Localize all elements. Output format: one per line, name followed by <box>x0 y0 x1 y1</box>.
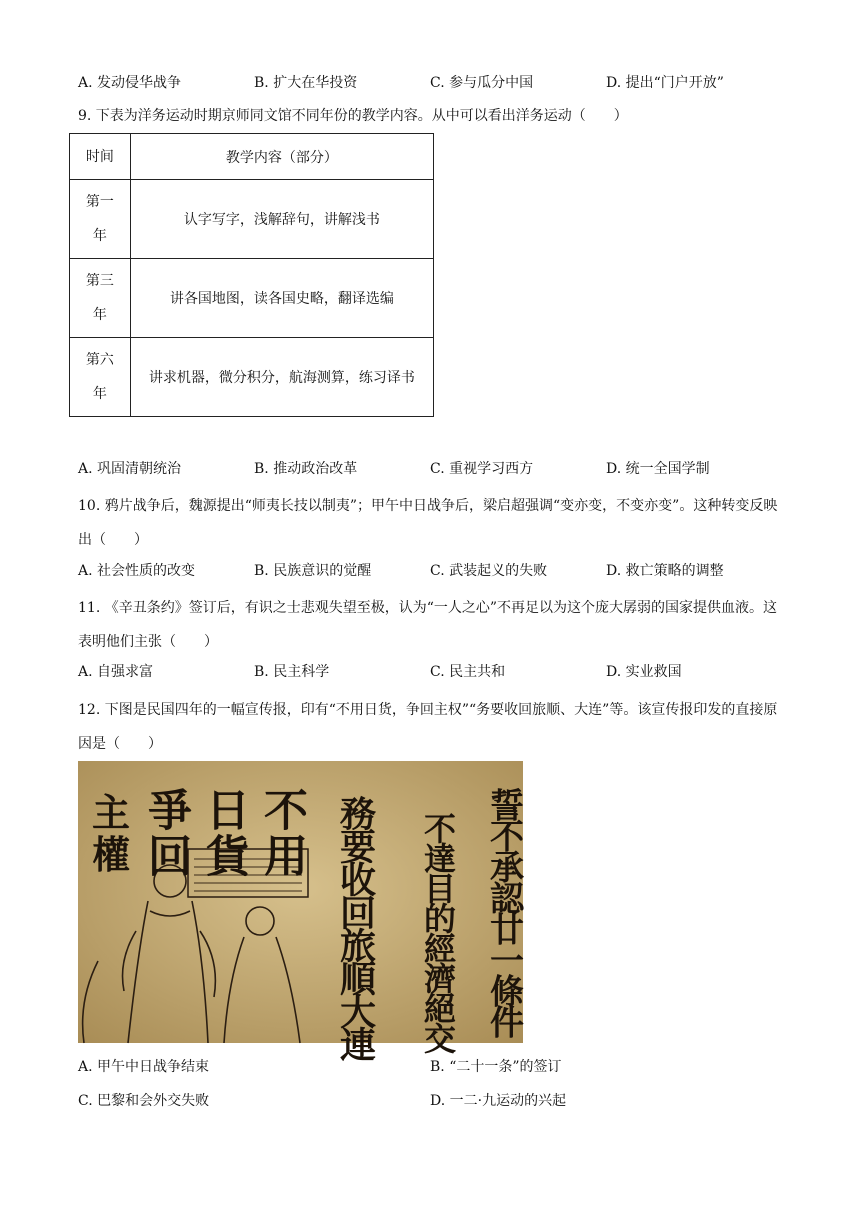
year-line: 年 <box>92 386 107 402</box>
year-line: 年 <box>92 228 107 244</box>
poster-character: 不 <box>264 785 308 837</box>
q8-option-a[interactable]: A. 发动侵华战争 <box>78 75 182 91</box>
poster-character: 貨 <box>206 831 250 883</box>
poster-character: 認 <box>490 879 524 920</box>
poster-character: 的 <box>424 900 457 939</box>
poster-character: 條 <box>490 972 524 1013</box>
poster-character: 日 <box>206 785 250 837</box>
year-line: 第一 <box>85 194 114 210</box>
table-cell-year <box>70 180 131 259</box>
table-header-row <box>70 134 434 180</box>
q11-option-b[interactable]: B. 民主科学 <box>254 664 330 680</box>
table-cell-year <box>70 338 131 417</box>
year-line: 第六 <box>85 352 114 368</box>
poster-character: 廿 <box>490 910 524 951</box>
poster-character: 目 <box>424 870 457 909</box>
table-row <box>70 259 434 338</box>
poster-character: 權 <box>92 831 131 877</box>
poster-character: 絕 <box>424 990 457 1029</box>
poster-character: 件 <box>490 1003 524 1044</box>
poster-character: 不 <box>490 817 524 858</box>
q8-option-d[interactable]: D. 提出“门户开放” <box>606 75 724 91</box>
poster-character: 誓 <box>490 786 524 827</box>
poster-character: 達 <box>424 840 457 879</box>
q9-option-a[interactable]: A. 巩固清朝统治 <box>78 461 182 477</box>
q12-option-d[interactable]: D. 一二·九运动的兴起 <box>430 1093 567 1109</box>
q12-option-b[interactable]: B. “二十一条”的签订 <box>430 1059 562 1075</box>
poster-character: 大 <box>340 991 377 1034</box>
poster-character: 經 <box>424 930 457 969</box>
table-cell-year <box>70 259 131 338</box>
poster-character: 回 <box>340 892 377 935</box>
q10-stem: 10. 鸦片战争后，魏源提出“师夷长技以制夷”；甲午中日战争后，梁启超强调“变亦变，不变亦变”。这种转变反映出（ ） <box>78 498 778 548</box>
q9-option-b[interactable]: B. 推动政治改革 <box>254 461 358 477</box>
q12-option-c[interactable]: C. 巴黎和会外交失败 <box>78 1093 210 1109</box>
q10-option-b[interactable]: B. 民族意识的觉醒 <box>254 563 372 579</box>
year-line: 年 <box>92 307 107 323</box>
q10-option-d[interactable]: D. 救亡策略的调整 <box>606 563 724 579</box>
q9-option-d[interactable]: D. 统一全国学制 <box>606 461 710 477</box>
poster-character: 旅 <box>340 925 377 968</box>
poster-character: 回 <box>148 831 192 883</box>
q8-option-c[interactable]: C. 参与瓜分中国 <box>430 75 534 91</box>
q12-stem: 12. 下图是民国四年的一幅宣传报，印有“不用日货，争回主权”“务要收回旅顺、大连”等。该宣传报印发的直接原因是（ ） <box>78 702 778 752</box>
q11-option-a[interactable]: A. 自强求富 <box>78 664 154 680</box>
poster-character: 不 <box>424 810 457 849</box>
poster-character: 濟 <box>424 960 457 999</box>
q9-stem: 9. 下表为洋务运动时期京师同文馆不同年份的教学内容。从中可以看出洋务运动（ ） <box>78 108 628 124</box>
q8-option-b[interactable]: B. 扩大在华投资 <box>254 75 358 91</box>
year-line: 第三 <box>85 273 114 289</box>
table-row <box>70 180 434 259</box>
poster-character: 主 <box>92 789 131 835</box>
poster-character: 要 <box>340 826 377 869</box>
poster-character: 爭 <box>148 785 192 837</box>
poster-character: 一 <box>490 941 524 982</box>
q10-option-a[interactable]: A. 社会性质的改变 <box>78 563 196 579</box>
q9-option-c[interactable]: C. 重视学习西方 <box>430 461 534 477</box>
q11-option-d[interactable]: D. 实业救国 <box>606 664 682 680</box>
q11-option-c[interactable]: C. 民主共和 <box>430 664 506 680</box>
q11-stem: 11. 《辛丑条约》签订后，有识之士悲观失望至极，认为“一人之心”不再足以为这个庞大孱弱的国家提供血液。这表明他们主张（ ） <box>78 600 778 650</box>
q9-table <box>69 133 434 417</box>
table-row <box>70 338 434 417</box>
table-header-time: 时间 <box>70 134 131 180</box>
table-cell-content: 讲各国地图，读各国史略，翻译选编 <box>130 259 433 338</box>
table-cell-content: 认字写字，浅解辞句，讲解浅书 <box>130 180 433 259</box>
poster-character: 用 <box>264 831 308 883</box>
table-header-content: 教学内容（部分） <box>130 134 433 180</box>
poster-character: 交 <box>424 1020 457 1059</box>
q12-option-a[interactable]: A. 甲午中日战争结束 <box>78 1059 210 1075</box>
poster-character: 承 <box>490 848 524 889</box>
poster-character: 務 <box>340 793 377 836</box>
table-cell-content: 讲求机器，微分积分，航海测算，练习译书 <box>130 338 433 417</box>
q10-option-c[interactable]: C. 武装起义的失败 <box>430 563 548 579</box>
poster-character: 連 <box>340 1024 377 1067</box>
poster-character: 順 <box>340 958 377 1001</box>
poster-character: 收 <box>340 859 377 902</box>
